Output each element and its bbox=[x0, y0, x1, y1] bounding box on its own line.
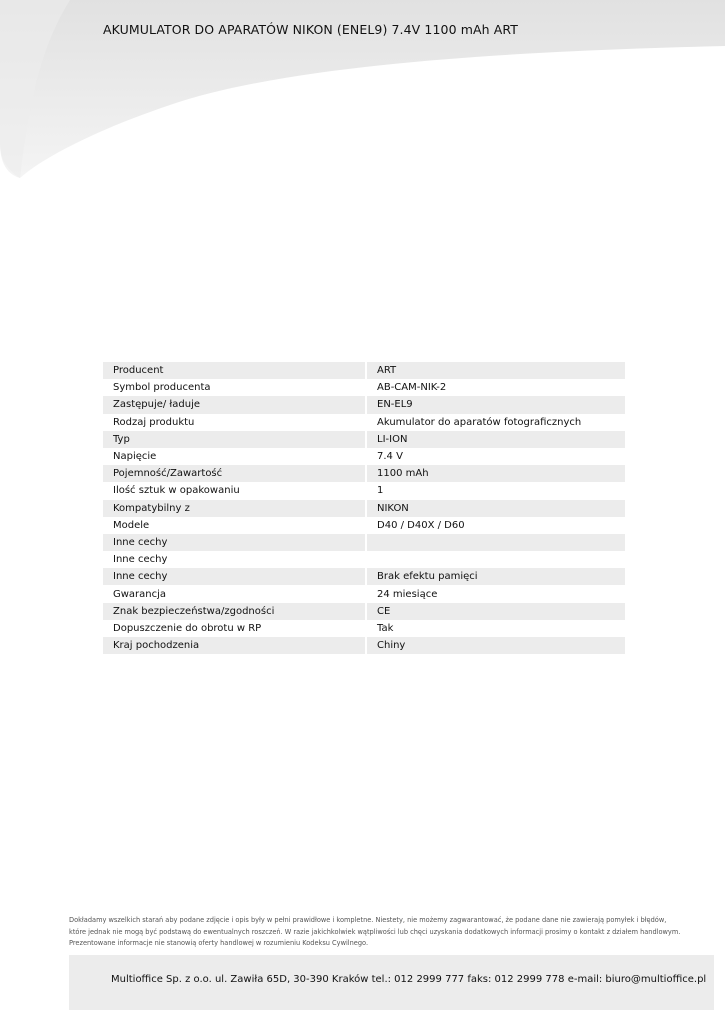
spec-row bbox=[103, 517, 625, 534]
spec-row bbox=[103, 431, 625, 448]
spec-table bbox=[103, 362, 625, 654]
spec-value bbox=[367, 551, 625, 568]
spec-label: Kompatybilny z bbox=[103, 500, 367, 517]
disclaimer bbox=[69, 915, 689, 950]
spec-value: 1 bbox=[367, 482, 625, 499]
spec-value: AB-CAM-NIK-2 bbox=[367, 379, 625, 396]
spec-label: Pojemność/Zawartość bbox=[103, 465, 367, 482]
spec-label: Rodzaj produktu bbox=[103, 414, 367, 431]
spec-row bbox=[103, 551, 625, 568]
spec-value bbox=[367, 534, 625, 551]
footer-contact: Multioffice Sp. z o.o. ul. Zawiła 65D, 30-390 Kraków tel.: 012 2999 777 faks: 012 2999 778 e-mail: biuro@multioffice.pl bbox=[111, 974, 707, 985]
spec-value: 24 miesiące bbox=[367, 585, 625, 602]
spec-row bbox=[103, 603, 625, 620]
spec-label: Znak bezpieczeństwa/zgodności bbox=[103, 603, 367, 620]
spec-value: 7.4 V bbox=[367, 448, 625, 465]
spec-label: Inne cechy bbox=[103, 551, 367, 568]
spec-row bbox=[103, 379, 625, 396]
disclaimer-line: Dokładamy wszelkich starań aby podane zdjęcie i opis były w pełni prawidłowe i kompletne. Niestety, nie możemy zagwarantować, że podane dane nie zawierają pomyłek i błędów, bbox=[69, 916, 667, 924]
spec-label: Modele bbox=[103, 517, 367, 534]
footer-contact-box bbox=[69, 955, 714, 1010]
spec-label: Symbol producenta bbox=[103, 379, 367, 396]
spec-value: CE bbox=[367, 603, 625, 620]
spec-value: ART bbox=[367, 362, 625, 379]
spec-row bbox=[103, 534, 625, 551]
spec-label: Typ bbox=[103, 431, 367, 448]
spec-row bbox=[103, 620, 625, 637]
spec-row bbox=[103, 396, 625, 413]
spec-row bbox=[103, 414, 625, 431]
spec-label: Gwarancja bbox=[103, 585, 367, 602]
spec-value: NIKON bbox=[367, 500, 625, 517]
spec-label: Napięcie bbox=[103, 448, 367, 465]
disclaimer-line: które jednak nie mogą być podstawą do ewentualnych roszczeń. W razie jakichkolwiek wątpliwości lub chęci uzyskania dodatkowych informacji prosimy o kontakt z działem handlowym. bbox=[69, 927, 681, 936]
page-title: AKUMULATOR DO APARATÓW NIKON (ENEL9) 7.4V 1100 mAh ART bbox=[103, 22, 518, 37]
spec-row bbox=[103, 500, 625, 517]
spec-label: Zastępuje/ ładuje bbox=[103, 396, 367, 413]
spec-value: Chiny bbox=[367, 637, 625, 654]
spec-value: EN-EL9 bbox=[367, 396, 625, 413]
spec-table-body bbox=[103, 362, 625, 654]
spec-value: LI-ION bbox=[367, 431, 625, 448]
spec-value: 1100 mAh bbox=[367, 465, 625, 482]
spec-label: Dopuszczenie do obrotu w RP bbox=[103, 620, 367, 637]
spec-row bbox=[103, 465, 625, 482]
spec-value: Tak bbox=[367, 620, 625, 637]
spec-value: Brak efektu pamięci bbox=[367, 568, 625, 585]
spec-row bbox=[103, 585, 625, 602]
spec-label: Inne cechy bbox=[103, 534, 367, 551]
spec-value: D40 / D40X / D60 bbox=[367, 517, 625, 534]
spec-value: Akumulator do aparatów fotograficznych bbox=[367, 414, 625, 431]
spec-row bbox=[103, 482, 625, 499]
spec-row bbox=[103, 448, 625, 465]
spec-label: Inne cechy bbox=[103, 568, 367, 585]
spec-label: Ilość sztuk w opakowaniu bbox=[103, 482, 367, 499]
spec-row bbox=[103, 568, 625, 585]
spec-row bbox=[103, 637, 625, 654]
spec-label: Producent bbox=[103, 362, 367, 379]
spec-label: Kraj pochodzenia bbox=[103, 637, 367, 654]
spec-row bbox=[103, 362, 625, 379]
disclaimer-line: Prezentowane informacje nie stanowią oferty handlowej w rozumieniu Kodeksu Cywilnego. bbox=[69, 939, 369, 947]
